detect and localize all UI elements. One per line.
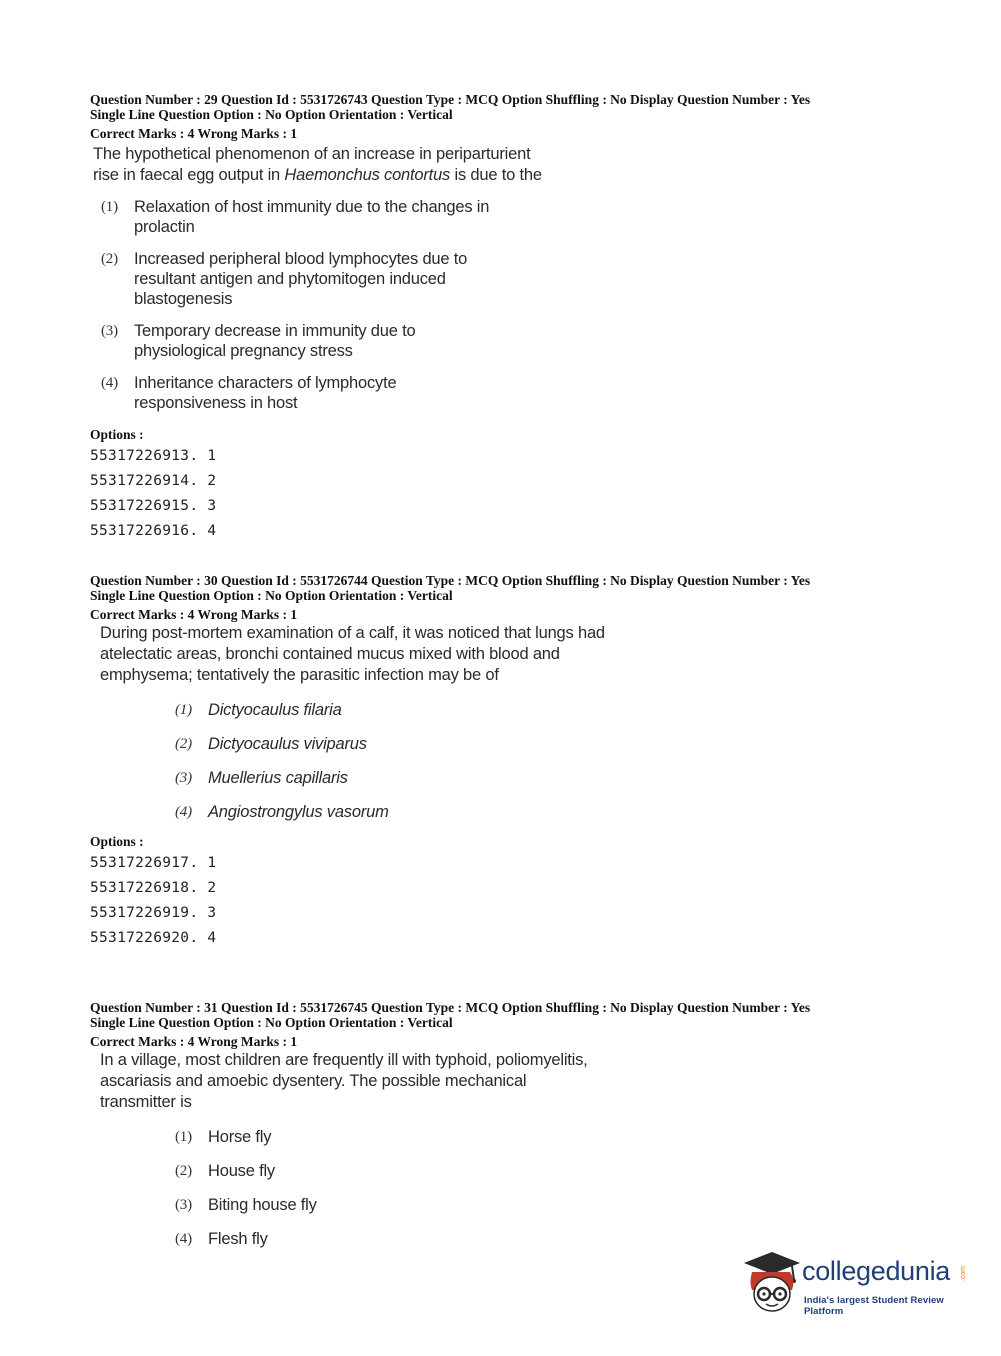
- option-code: 55317226915. 3: [90, 498, 217, 514]
- option-list: [175, 700, 950, 826]
- option-3: (3) Temporary decrease in immunity due to physiological pregnancy stress: [101, 322, 416, 360]
- option-4: (4) Angiostrongylus vasorum: [175, 803, 389, 821]
- question-meta: Question Number : 30 Question Id : 5531726744 Question Type : MCQ Option Shuffling : No Display Question Number : Yes: [90, 573, 811, 588]
- question-stem: In a village, most children are frequently ill with typhoid, poliomyelitis, ascariasis and amoebic dysentery. The possible mechanical transmitter is: [100, 1051, 588, 1111]
- question-29: [90, 92, 950, 544]
- question-meta: Question Number : 29 Question Id : 5531726743 Question Type : MCQ Option Shuffling : No Display Question Number : Yes: [90, 92, 811, 107]
- option-codes: [90, 444, 950, 544]
- logo-domain: .com: [960, 1266, 967, 1282]
- option-1: (1) Relaxation of host immunity due to the changes in prolactin: [101, 198, 490, 236]
- question-marks: Correct Marks : 4 Wrong Marks : 1: [90, 607, 298, 622]
- question-marks: Correct Marks : 4 Wrong Marks : 1: [90, 1034, 298, 1049]
- option-4: (4) Flesh fly: [175, 1230, 268, 1248]
- option-2: (2) House fly: [175, 1162, 275, 1180]
- option-3: (3) Biting house fly: [175, 1196, 317, 1214]
- question-stem: During post-mortem examination of a calf, it was noticed that lungs had atelectatic areas, bronchi contained mucus mixed with blood and emphysema; tentatively the parasitic infection may be of: [100, 624, 605, 684]
- option-code: 55317226918. 2: [90, 880, 217, 896]
- options-label: Options :: [90, 834, 144, 849]
- question-stem: The hypothetical phenomenon of an increase in periparturient rise in faecal egg output in Haemonchus contortus is due to the: [93, 145, 542, 184]
- question-meta: Question Number : 31 Question Id : 5531726745 Question Type : MCQ Option Shuffling : No Display Question Number : Yes: [90, 1000, 811, 1015]
- logo-tagline: India's largest Student Review Platform: [804, 1295, 944, 1317]
- option-3: (3) Muellerius capillaris: [175, 769, 348, 787]
- option-list: [175, 1127, 950, 1253]
- option-code: 55317226919. 3: [90, 905, 217, 921]
- option-codes: [90, 851, 950, 951]
- question-31: [90, 1000, 950, 1253]
- question-30: [90, 573, 950, 951]
- mascot-icon: [742, 1250, 804, 1314]
- option-1: (1) Dictyocaulus filaria: [175, 701, 342, 719]
- question-meta-options: Single Line Question Option : No Option Orientation : Vertical: [90, 107, 453, 122]
- option-list: [101, 197, 950, 413]
- option-code: 55317226917. 1: [90, 855, 217, 871]
- question-marks: Correct Marks : 4 Wrong Marks : 1: [90, 126, 298, 141]
- option-1: (1) Horse fly: [175, 1128, 272, 1146]
- option-4: (4) Inheritance characters of lymphocyte responsiveness in host: [101, 374, 397, 412]
- option-code: 55317226914. 2: [90, 473, 217, 489]
- option-code: 55317226913. 1: [90, 448, 217, 464]
- option-code: 55317226916. 4: [90, 523, 217, 539]
- option-code: 55317226920. 4: [90, 930, 217, 946]
- option-2: (2) Dictyocaulus viviparus: [175, 735, 367, 753]
- collegedunia-logo: [742, 1250, 972, 1320]
- question-meta-options: Single Line Question Option : No Option Orientation : Vertical: [90, 588, 453, 603]
- logo-wordmark: collegedunia: [802, 1256, 951, 1286]
- options-label: Options :: [90, 427, 144, 442]
- option-2: (2) Increased peripheral blood lymphocytes due to resultant antigen and phytomitogen induced blastogenesis: [101, 250, 468, 308]
- question-meta-options: Single Line Question Option : No Option Orientation : Vertical: [90, 1015, 453, 1030]
